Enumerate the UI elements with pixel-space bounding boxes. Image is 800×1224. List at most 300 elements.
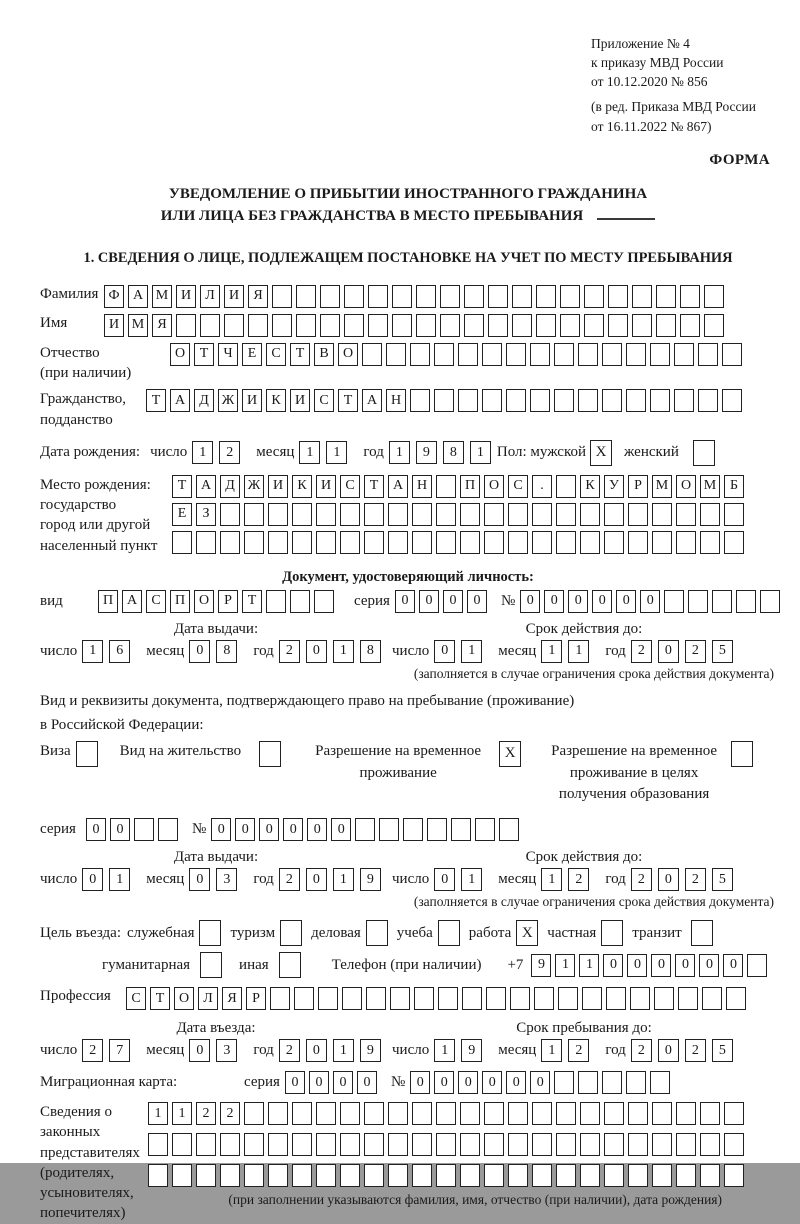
char-box[interactable]	[602, 343, 622, 366]
char-box[interactable]: 1	[148, 1102, 168, 1125]
char-box[interactable]	[484, 531, 504, 554]
char-box[interactable]	[268, 531, 288, 554]
char-box[interactable]	[632, 285, 652, 308]
char-box[interactable]	[722, 343, 742, 366]
char-box[interactable]: 0	[395, 590, 415, 613]
char-box[interactable]: И	[316, 475, 336, 498]
char-box[interactable]	[604, 1164, 624, 1187]
char-box[interactable]	[344, 314, 364, 337]
char-box[interactable]	[440, 285, 460, 308]
char-box[interactable]: 0	[723, 954, 743, 977]
char-box[interactable]: 0	[616, 590, 636, 613]
char-box[interactable]	[508, 503, 528, 526]
char-box[interactable]	[320, 285, 340, 308]
char-box[interactable]	[316, 531, 336, 554]
char-box[interactable]	[628, 531, 648, 554]
char-box[interactable]	[654, 987, 674, 1010]
char-box[interactable]	[560, 285, 580, 308]
char-box[interactable]	[244, 531, 264, 554]
char-box[interactable]	[700, 1102, 720, 1125]
char-box[interactable]: 2	[279, 640, 300, 663]
char-box[interactable]	[532, 531, 552, 554]
char-box[interactable]	[512, 314, 532, 337]
char-box[interactable]	[532, 1164, 552, 1187]
char-box[interactable]: 1	[541, 1039, 562, 1062]
char-box[interactable]: 3	[216, 868, 237, 891]
char-box[interactable]	[364, 503, 384, 526]
char-box[interactable]: А	[362, 389, 382, 412]
char-box[interactable]: С	[266, 343, 286, 366]
char-box[interactable]	[578, 343, 598, 366]
char-box[interactable]	[700, 1164, 720, 1187]
char-box[interactable]	[464, 285, 484, 308]
char-box[interactable]: Т	[338, 389, 358, 412]
sex-male-checkbox[interactable]: X	[590, 440, 612, 466]
char-box[interactable]	[412, 503, 432, 526]
char-box[interactable]	[438, 987, 458, 1010]
char-box[interactable]	[148, 1164, 168, 1187]
char-box[interactable]	[650, 389, 670, 412]
char-box[interactable]: Е	[242, 343, 262, 366]
char-box[interactable]: 0	[592, 590, 612, 613]
char-box[interactable]	[534, 987, 554, 1010]
char-box[interactable]	[172, 531, 192, 554]
char-box[interactable]: 2	[279, 868, 300, 891]
char-box[interactable]	[388, 503, 408, 526]
char-box[interactable]	[704, 285, 724, 308]
char-box[interactable]	[580, 531, 600, 554]
purpose-work-checkbox[interactable]: X	[516, 920, 538, 946]
char-box[interactable]: 2	[220, 1102, 240, 1125]
char-box[interactable]	[248, 314, 268, 337]
char-box[interactable]	[626, 389, 646, 412]
char-box[interactable]	[134, 818, 154, 841]
char-box[interactable]: 0	[331, 818, 351, 841]
char-box[interactable]	[608, 314, 628, 337]
char-box[interactable]	[606, 987, 626, 1010]
char-box[interactable]	[580, 1133, 600, 1156]
char-box[interactable]: Я	[152, 314, 172, 337]
char-box[interactable]	[270, 987, 290, 1010]
char-box[interactable]	[316, 503, 336, 526]
char-box[interactable]	[626, 343, 646, 366]
char-box[interactable]	[602, 1071, 622, 1094]
char-box[interactable]	[427, 818, 447, 841]
char-box[interactable]	[626, 1071, 646, 1094]
char-box[interactable]	[368, 285, 388, 308]
char-box[interactable]	[148, 1133, 168, 1156]
char-box[interactable]	[410, 343, 430, 366]
char-box[interactable]: Ж	[244, 475, 264, 498]
char-box[interactable]	[578, 1071, 598, 1094]
char-box[interactable]	[532, 503, 552, 526]
char-box[interactable]: 0	[506, 1071, 526, 1094]
char-box[interactable]	[340, 503, 360, 526]
char-box[interactable]: 0	[658, 868, 679, 891]
char-box[interactable]	[698, 343, 718, 366]
char-box[interactable]	[436, 503, 456, 526]
char-box[interactable]	[292, 1102, 312, 1125]
char-box[interactable]: З	[196, 503, 216, 526]
char-box[interactable]	[704, 314, 724, 337]
char-box[interactable]: 1	[326, 441, 347, 464]
purpose-transit-checkbox[interactable]	[691, 920, 713, 946]
char-box[interactable]	[698, 389, 718, 412]
char-box[interactable]: И	[242, 389, 262, 412]
char-box[interactable]: И	[224, 285, 244, 308]
char-box[interactable]: 2	[631, 868, 652, 891]
char-box[interactable]	[560, 314, 580, 337]
char-box[interactable]: И	[290, 389, 310, 412]
char-box[interactable]	[628, 1102, 648, 1125]
char-box[interactable]: Н	[386, 389, 406, 412]
char-box[interactable]	[652, 503, 672, 526]
char-box[interactable]	[512, 285, 532, 308]
char-box[interactable]	[196, 1164, 216, 1187]
char-box[interactable]	[342, 987, 362, 1010]
char-box[interactable]: П	[170, 590, 190, 613]
option-temp-residence-education-checkbox[interactable]	[731, 741, 753, 767]
char-box[interactable]	[556, 1102, 576, 1125]
char-box[interactable]	[460, 1164, 480, 1187]
char-box[interactable]: 0	[640, 590, 660, 613]
char-box[interactable]	[220, 1133, 240, 1156]
char-box[interactable]	[368, 314, 388, 337]
char-box[interactable]: 0	[309, 1071, 329, 1094]
char-box[interactable]	[700, 531, 720, 554]
char-box[interactable]	[436, 1102, 456, 1125]
char-box[interactable]: О	[174, 987, 194, 1010]
char-box[interactable]	[556, 1133, 576, 1156]
char-box[interactable]	[608, 285, 628, 308]
char-box[interactable]	[712, 590, 732, 613]
char-box[interactable]: 0	[189, 640, 210, 663]
char-box[interactable]	[362, 343, 382, 366]
char-box[interactable]: 0	[658, 1039, 679, 1062]
char-box[interactable]: 0	[306, 1039, 327, 1062]
char-box[interactable]: 1	[333, 640, 354, 663]
char-box[interactable]	[652, 531, 672, 554]
char-box[interactable]: О	[194, 590, 214, 613]
char-box[interactable]	[292, 1133, 312, 1156]
char-box[interactable]: 0	[283, 818, 303, 841]
char-box[interactable]: 1	[470, 441, 491, 464]
char-box[interactable]	[580, 503, 600, 526]
char-box[interactable]: 8	[443, 441, 464, 464]
char-box[interactable]	[674, 343, 694, 366]
char-box[interactable]: 2	[631, 640, 652, 663]
char-box[interactable]	[464, 314, 484, 337]
char-box[interactable]: 1	[541, 640, 562, 663]
char-box[interactable]: Ф	[104, 285, 124, 308]
purpose-other-checkbox[interactable]	[279, 952, 301, 978]
char-box[interactable]: Н	[412, 475, 432, 498]
char-box[interactable]: 5	[712, 1039, 733, 1062]
char-box[interactable]	[556, 475, 576, 498]
char-box[interactable]	[584, 314, 604, 337]
char-box[interactable]	[388, 1102, 408, 1125]
char-box[interactable]	[268, 503, 288, 526]
char-box[interactable]	[410, 389, 430, 412]
char-box[interactable]	[760, 590, 780, 613]
char-box[interactable]	[554, 389, 574, 412]
char-box[interactable]	[196, 531, 216, 554]
char-box[interactable]	[364, 1133, 384, 1156]
char-box[interactable]: Р	[628, 475, 648, 498]
char-box[interactable]	[460, 1102, 480, 1125]
char-box[interactable]: 0	[410, 1071, 430, 1094]
char-box[interactable]	[388, 1164, 408, 1187]
char-box[interactable]	[628, 1164, 648, 1187]
char-box[interactable]	[650, 1071, 670, 1094]
char-box[interactable]: 0	[530, 1071, 550, 1094]
char-box[interactable]	[676, 503, 696, 526]
char-box[interactable]: С	[508, 475, 528, 498]
char-box[interactable]: 1	[333, 1039, 354, 1062]
char-box[interactable]	[296, 314, 316, 337]
char-box[interactable]	[416, 285, 436, 308]
char-box[interactable]: М	[152, 285, 172, 308]
char-box[interactable]	[558, 987, 578, 1010]
char-box[interactable]	[364, 1102, 384, 1125]
char-box[interactable]	[172, 1133, 192, 1156]
char-box[interactable]	[436, 1164, 456, 1187]
char-box[interactable]	[532, 1102, 552, 1125]
char-box[interactable]	[584, 285, 604, 308]
char-box[interactable]: Т	[364, 475, 384, 498]
char-box[interactable]: О	[484, 475, 504, 498]
char-box[interactable]	[412, 1133, 432, 1156]
char-box[interactable]: Л	[200, 285, 220, 308]
char-box[interactable]	[747, 954, 767, 977]
char-box[interactable]	[484, 1164, 504, 1187]
char-box[interactable]	[364, 1164, 384, 1187]
char-box[interactable]: 0	[82, 868, 103, 891]
char-box[interactable]: 1	[555, 954, 575, 977]
char-box[interactable]: Д	[220, 475, 240, 498]
char-box[interactable]: 9	[461, 1039, 482, 1062]
char-box[interactable]: 1	[434, 1039, 455, 1062]
char-box[interactable]: 1	[461, 868, 482, 891]
char-box[interactable]	[475, 818, 495, 841]
char-box[interactable]: .	[532, 475, 552, 498]
char-box[interactable]	[412, 1164, 432, 1187]
char-box[interactable]	[530, 343, 550, 366]
char-box[interactable]	[458, 343, 478, 366]
char-box[interactable]	[403, 818, 423, 841]
char-box[interactable]	[488, 285, 508, 308]
char-box[interactable]	[676, 1102, 696, 1125]
char-box[interactable]: 0	[189, 1039, 210, 1062]
char-box[interactable]: Р	[246, 987, 266, 1010]
char-box[interactable]: Ч	[218, 343, 238, 366]
char-box[interactable]	[484, 503, 504, 526]
char-box[interactable]: А	[122, 590, 142, 613]
char-box[interactable]: Я	[222, 987, 242, 1010]
char-box[interactable]: 8	[216, 640, 237, 663]
char-box[interactable]: 2	[568, 1039, 589, 1062]
char-box[interactable]	[176, 314, 196, 337]
char-box[interactable]: 2	[685, 640, 706, 663]
char-box[interactable]	[628, 503, 648, 526]
char-box[interactable]	[578, 389, 598, 412]
char-box[interactable]	[674, 389, 694, 412]
purpose-tourism-checkbox[interactable]	[280, 920, 302, 946]
char-box[interactable]: 0	[544, 590, 564, 613]
char-box[interactable]	[676, 531, 696, 554]
char-box[interactable]	[652, 1102, 672, 1125]
purpose-business-checkbox[interactable]	[366, 920, 388, 946]
char-box[interactable]	[676, 1133, 696, 1156]
char-box[interactable]: 2	[568, 868, 589, 891]
char-box[interactable]: 1	[82, 640, 103, 663]
char-box[interactable]	[482, 389, 502, 412]
char-box[interactable]: Т	[172, 475, 192, 498]
char-box[interactable]	[266, 590, 286, 613]
char-box[interactable]	[582, 987, 602, 1010]
char-box[interactable]: С	[340, 475, 360, 498]
char-box[interactable]: А	[388, 475, 408, 498]
char-box[interactable]: 0	[434, 868, 455, 891]
char-box[interactable]: 0	[467, 590, 487, 613]
char-box[interactable]: А	[128, 285, 148, 308]
char-box[interactable]: 0	[651, 954, 671, 977]
char-box[interactable]: Т	[194, 343, 214, 366]
char-box[interactable]	[344, 285, 364, 308]
char-box[interactable]: 0	[189, 868, 210, 891]
char-box[interactable]	[392, 285, 412, 308]
purpose-humanitarian-checkbox[interactable]	[200, 952, 222, 978]
char-box[interactable]	[508, 1133, 528, 1156]
char-box[interactable]: 0	[568, 590, 588, 613]
char-box[interactable]	[580, 1102, 600, 1125]
char-box[interactable]	[460, 531, 480, 554]
char-box[interactable]	[462, 987, 482, 1010]
char-box[interactable]	[506, 389, 526, 412]
char-box[interactable]	[272, 314, 292, 337]
char-box[interactable]: Р	[218, 590, 238, 613]
char-box[interactable]: М	[652, 475, 672, 498]
char-box[interactable]: Б	[724, 475, 744, 498]
char-box[interactable]: И	[176, 285, 196, 308]
char-box[interactable]	[390, 987, 410, 1010]
char-box[interactable]	[268, 1102, 288, 1125]
char-box[interactable]: Т	[146, 389, 166, 412]
char-box[interactable]: 9	[360, 1039, 381, 1062]
char-box[interactable]: 0	[86, 818, 106, 841]
char-box[interactable]: 0	[699, 954, 719, 977]
char-box[interactable]: О	[676, 475, 696, 498]
char-box[interactable]	[656, 314, 676, 337]
char-box[interactable]	[340, 531, 360, 554]
char-box[interactable]	[292, 503, 312, 526]
char-box[interactable]	[652, 1164, 672, 1187]
char-box[interactable]: 7	[109, 1039, 130, 1062]
char-box[interactable]	[224, 314, 244, 337]
char-box[interactable]: 0	[235, 818, 255, 841]
char-box[interactable]	[436, 475, 456, 498]
char-box[interactable]	[656, 285, 676, 308]
char-box[interactable]: Ж	[218, 389, 238, 412]
char-box[interactable]	[650, 343, 670, 366]
char-box[interactable]: И	[104, 314, 124, 337]
char-box[interactable]	[700, 503, 720, 526]
char-box[interactable]: Я	[248, 285, 268, 308]
char-box[interactable]: О	[170, 343, 190, 366]
char-box[interactable]	[416, 314, 436, 337]
char-box[interactable]	[602, 389, 622, 412]
char-box[interactable]: 1	[172, 1102, 192, 1125]
purpose-private-checkbox[interactable]	[601, 920, 623, 946]
char-box[interactable]: 1	[541, 868, 562, 891]
char-box[interactable]	[580, 1164, 600, 1187]
char-box[interactable]: 1	[299, 441, 320, 464]
char-box[interactable]	[316, 1102, 336, 1125]
char-box[interactable]	[664, 590, 684, 613]
char-box[interactable]: И	[268, 475, 288, 498]
sex-female-checkbox[interactable]	[693, 440, 715, 466]
char-box[interactable]: В	[314, 343, 334, 366]
char-box[interactable]: 0	[482, 1071, 502, 1094]
char-box[interactable]	[630, 987, 650, 1010]
char-box[interactable]	[722, 389, 742, 412]
char-box[interactable]	[440, 314, 460, 337]
char-box[interactable]	[244, 1133, 264, 1156]
char-box[interactable]	[412, 531, 432, 554]
char-box[interactable]	[628, 1133, 648, 1156]
char-box[interactable]	[366, 987, 386, 1010]
char-box[interactable]	[172, 1164, 192, 1187]
char-box[interactable]	[702, 987, 722, 1010]
char-box[interactable]: К	[292, 475, 312, 498]
char-box[interactable]	[604, 1133, 624, 1156]
char-box[interactable]: 9	[360, 868, 381, 891]
char-box[interactable]	[458, 389, 478, 412]
char-box[interactable]	[556, 503, 576, 526]
char-box[interactable]	[158, 818, 178, 841]
char-box[interactable]: 0	[259, 818, 279, 841]
char-box[interactable]	[244, 1102, 264, 1125]
char-box[interactable]	[316, 1133, 336, 1156]
char-box[interactable]	[294, 987, 314, 1010]
char-box[interactable]: 0	[211, 818, 231, 841]
char-box[interactable]	[508, 531, 528, 554]
char-box[interactable]	[220, 1164, 240, 1187]
char-box[interactable]	[388, 1133, 408, 1156]
option-residence-permit-checkbox[interactable]	[259, 741, 281, 767]
char-box[interactable]	[688, 590, 708, 613]
option-visa-checkbox[interactable]	[76, 741, 98, 767]
char-box[interactable]: 0	[357, 1071, 377, 1094]
char-box[interactable]	[340, 1164, 360, 1187]
char-box[interactable]: А	[196, 475, 216, 498]
char-box[interactable]	[736, 590, 756, 613]
char-box[interactable]	[268, 1164, 288, 1187]
char-box[interactable]: Д	[194, 389, 214, 412]
char-box[interactable]: 0	[458, 1071, 478, 1094]
char-box[interactable]: Л	[198, 987, 218, 1010]
char-box[interactable]	[196, 1133, 216, 1156]
char-box[interactable]: С	[314, 389, 334, 412]
char-box[interactable]	[536, 285, 556, 308]
char-box[interactable]	[340, 1102, 360, 1125]
char-box[interactable]	[268, 1133, 288, 1156]
char-box[interactable]	[434, 343, 454, 366]
char-box[interactable]	[488, 314, 508, 337]
char-box[interactable]	[510, 987, 530, 1010]
char-box[interactable]	[499, 818, 519, 841]
char-box[interactable]	[484, 1133, 504, 1156]
